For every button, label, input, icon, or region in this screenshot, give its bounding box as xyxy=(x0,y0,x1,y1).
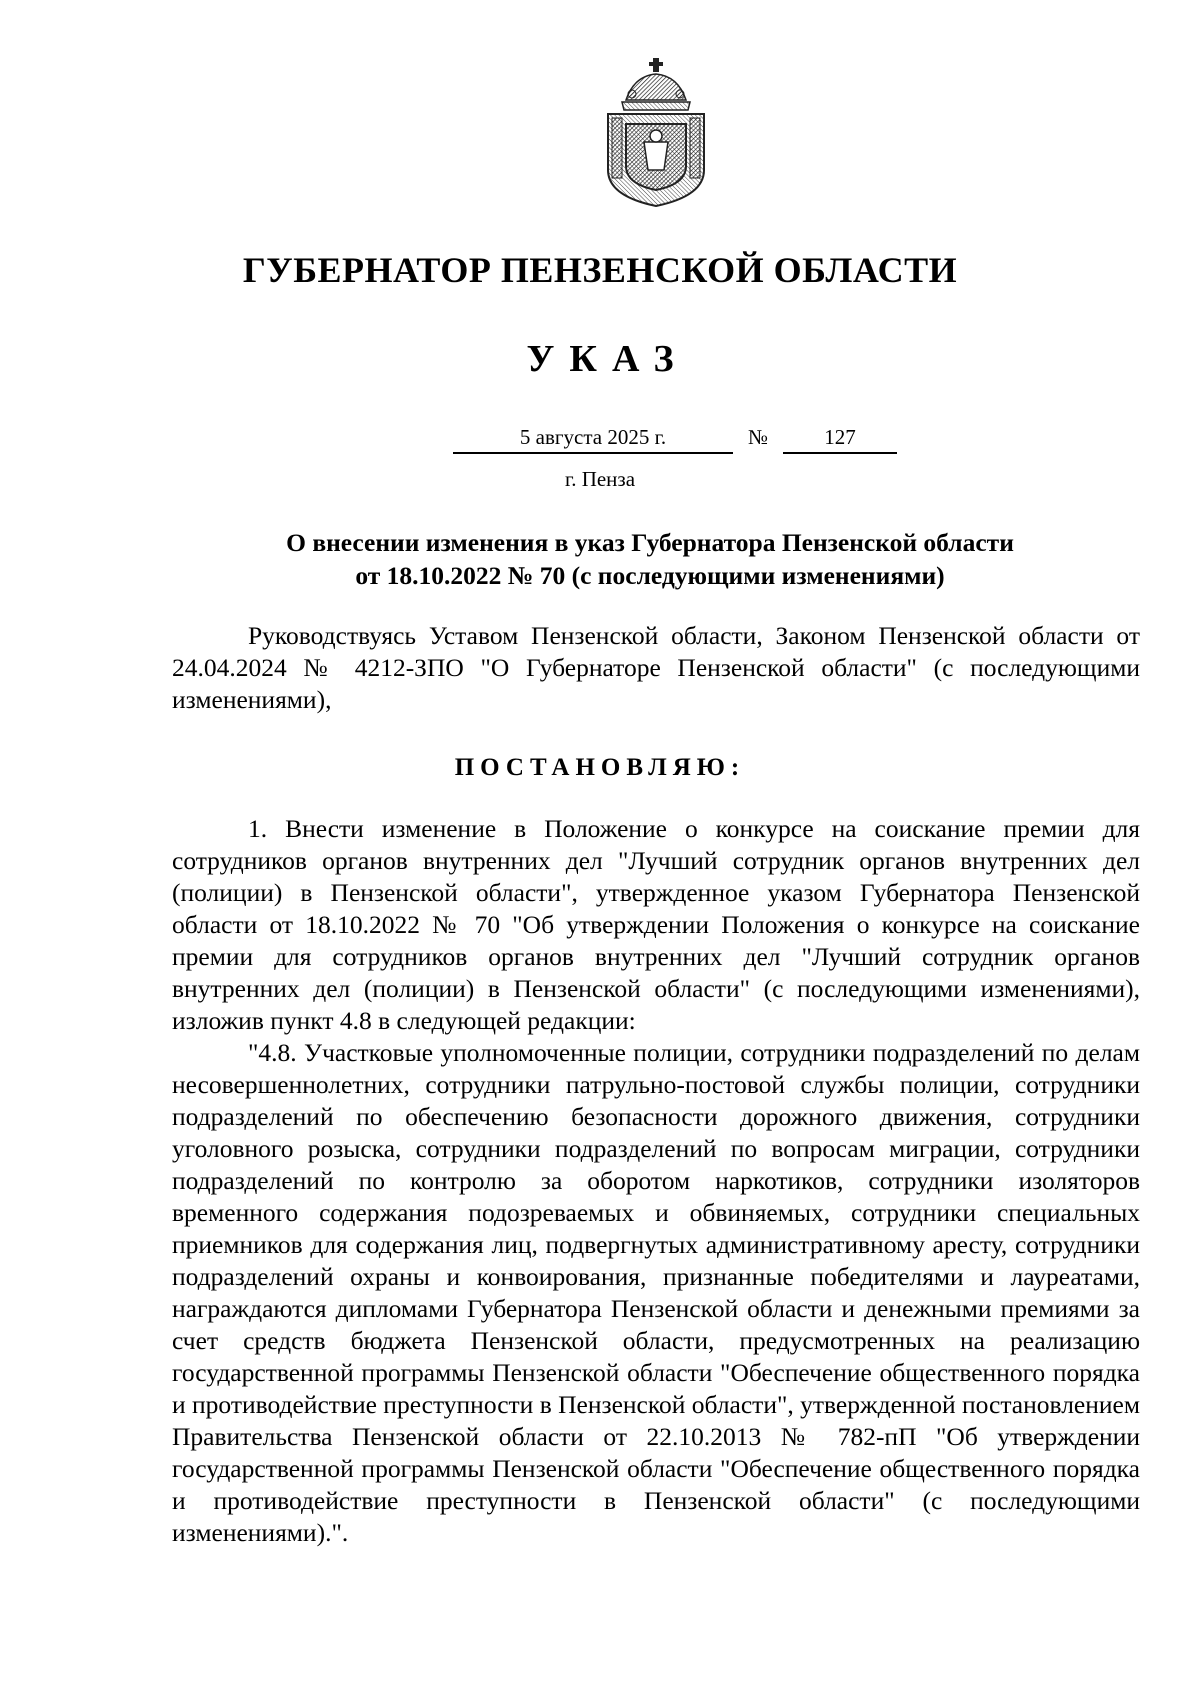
coat-of-arms-emblem xyxy=(604,58,708,208)
title-line-2: от 18.10.2022 № 70 (с последующими изменениями) xyxy=(355,561,945,590)
document-date: 5 августа 2025 г. xyxy=(453,422,733,454)
decree-heading: ПОСТАНОВЛЯЮ: xyxy=(454,754,746,781)
body-paragraph-1: 1. Внести изменение в Положение о конкурсе на соискание премии для сотрудников органов внутренних дел "Лучший сотрудник органов внутренних дел (полиции) в Пензенской области", утвержденное указом Губернатора Пензенской области от 18.10.2022 № 70 "Об утверждении Положения о конкурсе на соискание премии для сотрудников органов внутренних дел "Лучший сотрудник органов внутренних дел (полиции) в Пензенской области" (с последующими изменениями), изложив пункт 4.8 в следующей редакции: xyxy=(172,814,1140,1035)
number-sign: № xyxy=(747,425,769,449)
document-number: 127 xyxy=(783,422,897,454)
document-body xyxy=(172,813,1140,1549)
document-city: г. Пенза xyxy=(564,467,636,491)
issuing-authority: ГУБЕРНАТОР ПЕНЗЕНСКОЙ ОБЛАСТИ xyxy=(242,250,958,290)
title-line-1: О внесении изменения в указ Губернатора Пензенской области xyxy=(286,528,1014,557)
preamble-paragraph: Руководствуясь Уставом Пензенской области, Законом Пензенской области от 24.04.2024 № 4212-ЗПО "О Губернаторе Пензенской области" (с последующими изменениями), xyxy=(172,621,1140,714)
document-type: УКАЗ xyxy=(526,338,689,380)
body-paragraph-2: "4.8. Участковые уполномоченные полиции, сотрудники подразделений по делам несовершеннолетних, сотрудники патрульно-постовой службы полиции, сотрудники подразделений по обеспечению безопасности дорожного движения, сотрудники уголовного розыска, сотрудники подразделений по вопросам миграции, сотрудники подразделений по контролю за оборотом наркотиков, сотрудники изоляторов временного содержания подозреваемых и обвиняемых, сотрудники специальных приемников для содержания лиц, подвергнутых административному аресту, сотрудники подразделений охраны и конвоирования, признанные победителями и лауреатами, награждаются дипломами Губернатора Пензенской области и денежными премиями за счет средств бюджета Пензенской области, предусмотренных на реализацию государственной программы Пензенской области "Обеспечение общественного порядка и противодействие преступности в Пензенской области", утвержденной постановлением Правительства Пензенской области от 22.10.2013 № 782-пП "Об утверждении государственной программы Пензенской области "Обеспечение общественного порядка и противодействие преступности в Пензенской области" (с последующими изменениями).". xyxy=(172,1038,1140,1547)
document-title xyxy=(170,526,1130,592)
